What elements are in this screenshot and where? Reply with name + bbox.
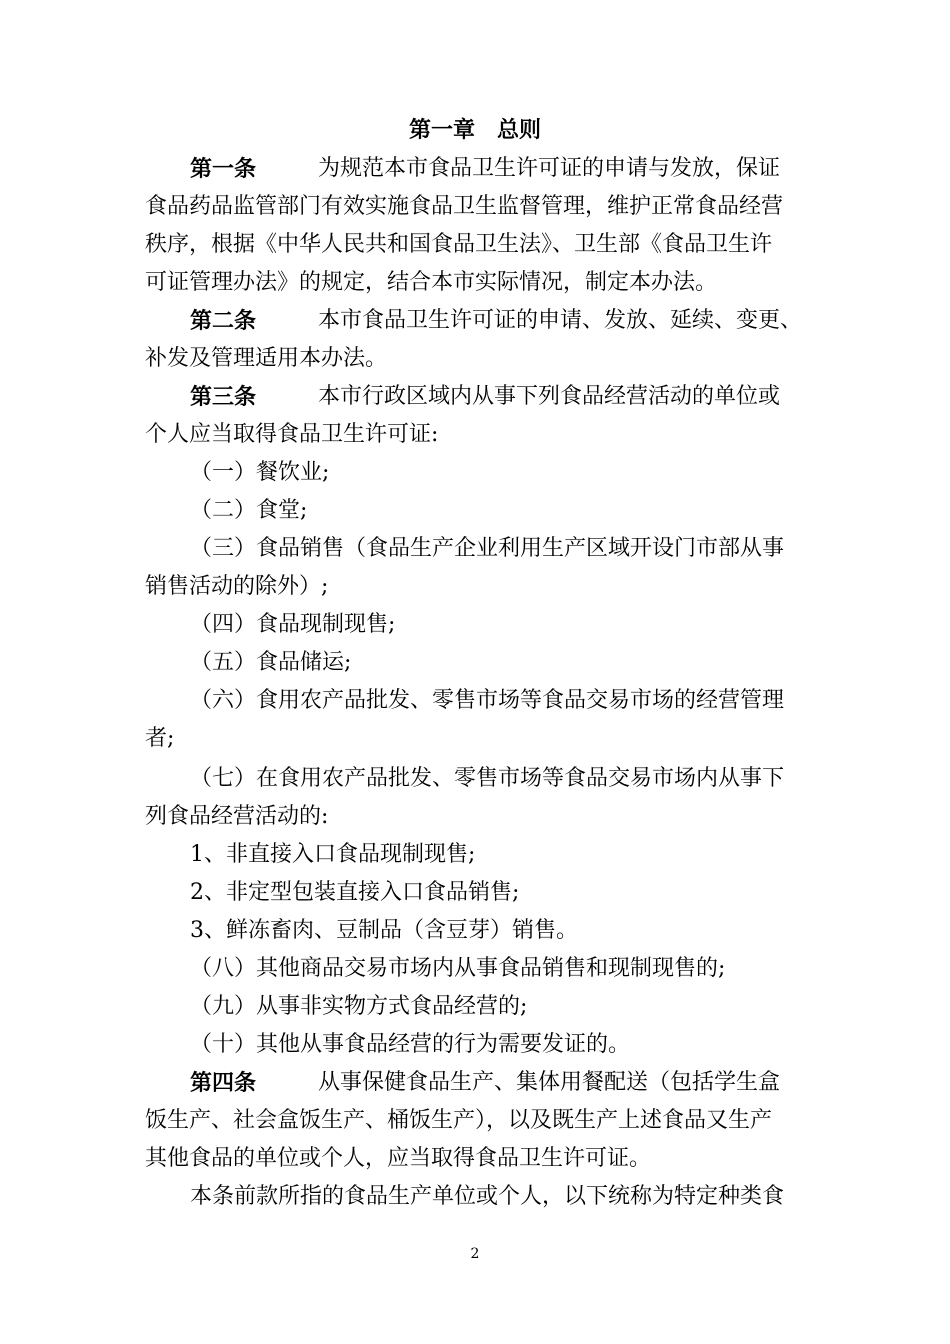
sub-item: 1、非直接入口食品现制现售; <box>190 842 476 867</box>
body-line: 可证管理办法》的规定，结合本市实际情况，制定本办法。 <box>145 270 718 295</box>
article-label: 第四条 <box>190 1070 257 1096</box>
list-item: （一）餐饮业; <box>190 460 330 485</box>
article-label: 第一条 <box>190 156 257 182</box>
body-line: 从事保健食品生产、集体用餐配送（包括学生盒 <box>318 1070 781 1095</box>
body-line: 本市行政区域内从事下列食品经营活动的单位或 <box>318 384 781 409</box>
body-line: 本条前款所指的食品生产单位或个人，以下统称为特定种类食 <box>190 1184 785 1209</box>
body-line: 本市食品卫生许可证的申请、发放、延续、变更、 <box>318 308 803 333</box>
body-line: 为规范本市食品卫生许可证的申请与发放，保证 <box>318 156 781 181</box>
list-item: （四）食品现制现售; <box>190 612 396 637</box>
article-label: 第二条 <box>190 308 257 334</box>
body-line: 销售活动的除外）; <box>145 574 329 599</box>
list-item: （五）食品储运; <box>190 650 352 675</box>
body-line: 个人应当取得食品卫生许可证: <box>145 422 439 447</box>
body-line: 秩序，根据《中华人民共和国食品卫生法》、卫生部《食品卫生许 <box>145 232 773 257</box>
body-line: 者; <box>145 726 175 751</box>
article-label: 第三条 <box>190 384 257 410</box>
list-item: （二）食堂; <box>190 498 308 523</box>
body-line: 食品药品监管部门有效实施食品卫生监督管理，维护正常食品经营 <box>145 194 784 219</box>
sub-item: 2、非定型包装直接入口食品销售; <box>190 880 520 905</box>
body-line: 列食品经营活动的: <box>145 804 329 829</box>
body-line: 饭生产、社会盒饭生产、桶饭生产），以及既生产上述食品又生产 <box>145 1108 773 1133</box>
page-number: 2 <box>470 1246 480 1262</box>
chapter-title: 第一章 总则 <box>408 117 541 143</box>
body-line: 补发及管理适用本办法。 <box>145 346 388 371</box>
list-item: （八）其他商品交易市场内从事食品销售和现制现售的; <box>190 956 726 981</box>
list-item: （十）其他从事食品经营的行为需要发证的。 <box>190 1032 631 1057</box>
list-item: （七）在食用农产品批发、零售市场等食品交易市场内从事下 <box>190 766 785 791</box>
list-item: （九）从事非实物方式食品经营的; <box>190 994 528 1019</box>
list-item: （六）食用农产品批发、零售市场等食品交易市场的经营管理 <box>190 688 785 713</box>
list-item: （三）食品销售（食品生产企业利用生产区域开设门市部从事 <box>190 536 785 561</box>
body-line: 其他食品的单位或个人，应当取得食品卫生许可证。 <box>145 1146 652 1171</box>
sub-item: 3、鲜冻畜肉、豆制品（含豆芽）销售。 <box>190 918 578 943</box>
